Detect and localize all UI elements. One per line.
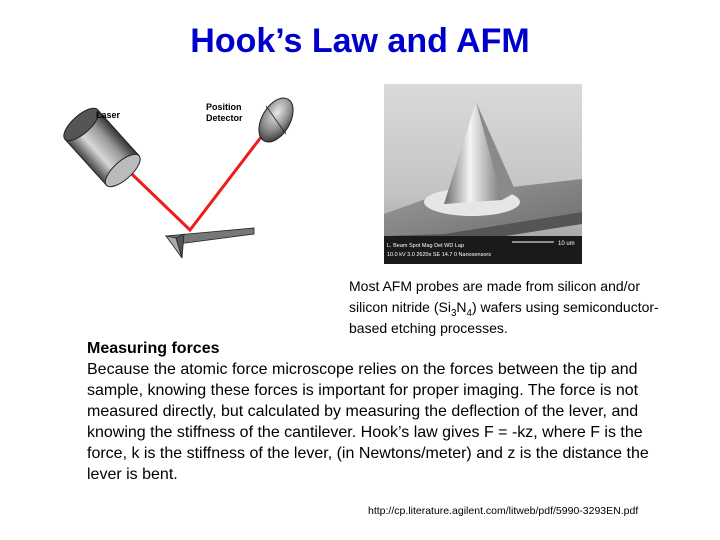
caption-subscript-3: 3 [450,307,457,319]
sem-databar-line2: 10.0 kV 3.0 2620x SE 14.7 0 Nanosensors [387,252,491,258]
caption-text-3: ) wafers using semiconductor-based etching processes. [349,299,659,336]
laser-beam [110,128,268,230]
laser-label: Laser [96,110,121,120]
section-heading: Measuring forces [87,340,220,357]
section-paragraph: Because the atomic force microscope relies on the forces between the tip and sample, knowing these forces is important for proper imaging. The force is not measured directly, but calculated by measuring the deflection of the lever, and knowing the stiffness of the cantilever. Hook’s law gives F = -kz, where F is the force, k is the stiffness of the lever, (in Newtons/meter) and z is the distance the lever is bent. [87,361,649,483]
cantilever-icon [166,228,254,258]
afm-diagram [58,88,308,268]
detector-label-line2: Detector [206,113,243,123]
caption-text-2: N [456,299,467,315]
measuring-forces-section [87,338,687,485]
detector-label-line1: Position [206,102,242,112]
source-link[interactable]: http://cp.literature.agilent.com/litweb/pdf/5990-3293EN.pdf [368,505,639,517]
sem-databar-line1: L. Beam Spot Mag Det WD Lap [387,243,465,249]
probe-caption [349,276,669,339]
caption-text-1: Most AFM probes are made from silicon and/or silicon nitride (Si [349,278,641,315]
slide-title: Hook’s Law and AFM [190,22,530,60]
afm-tip-sem-image [384,84,582,264]
sem-scale-label: 10 um [558,241,575,247]
caption-subscript-4: 4 [466,307,472,319]
